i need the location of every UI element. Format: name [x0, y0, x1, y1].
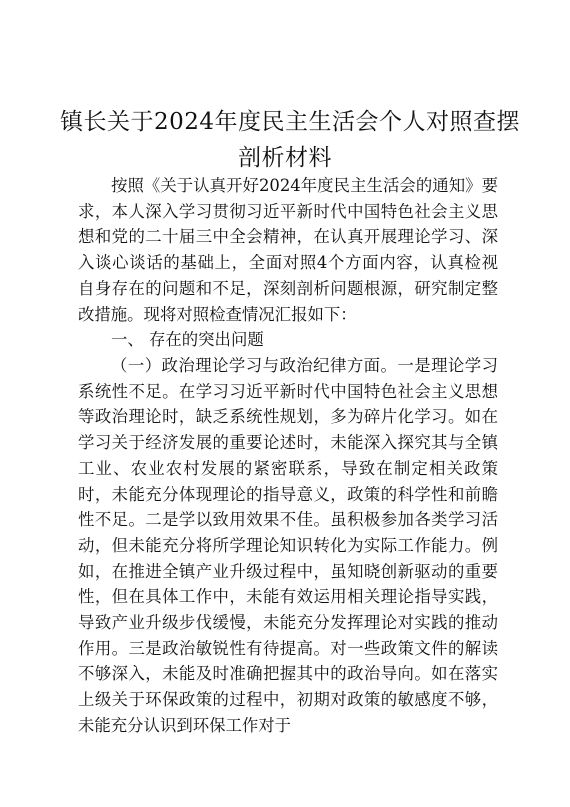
section-heading: 一、 存在的突出问题 [111, 330, 264, 349]
document-title-line-1: 镇长关于2024年度民主生活会个人对照查摆 [60, 109, 521, 135]
document-title-line-2: 剖析材料 [238, 145, 332, 171]
section-paragraph: （一）政治理论学习与政治纪律方面。一是理论学习系统性不足。在学习习近平新时代中国特色社会主义思想等政治理论时，缺乏系统性规划，多为碎片化学习。如在学习关于经济发展的重要论述时，未能深入探究其与全镇工业、农业农村发展的紧密联系，导致在制定相关政策时，未能充分体现理论的指导意义，政策的科学性和前瞻性不足。二是学以致用效果不佳。虽积极参加各类学习活动，但未能充分将所学理论知识转化为实际工作能力。例如，在推进全镇产业升级过程中，虽知晓创新驱动的重要性，但在具体工作中，未能有效运用相关理论指导实践，导致产业升级步伐缓慢，未能充分发挥理论对实践的推动作用。三是政治敏锐性有待提高。对一些政策文件的解读不够深入，未能及时准确把握其中的政治导向。如在落实上级关于环保政策的过程中，初期对政策的敏感度不够，未能充分认识到环保工作对于 [78, 356, 498, 735]
intro-paragraph: 按照《关于认真开好2024年度民主生活会的通知》要求，本人深入学习贯彻习近平新时代中国特色社会主义思想和党的二十届三中全会精神，在认真开展理论学习、深入谈心谈话的基础上，全面对照4个方面内容，认真检视自身存在的问题和不足，深刻剖析问题根源，研究制定整改措施。现将对照检查情况汇报如下： [78, 176, 498, 324]
